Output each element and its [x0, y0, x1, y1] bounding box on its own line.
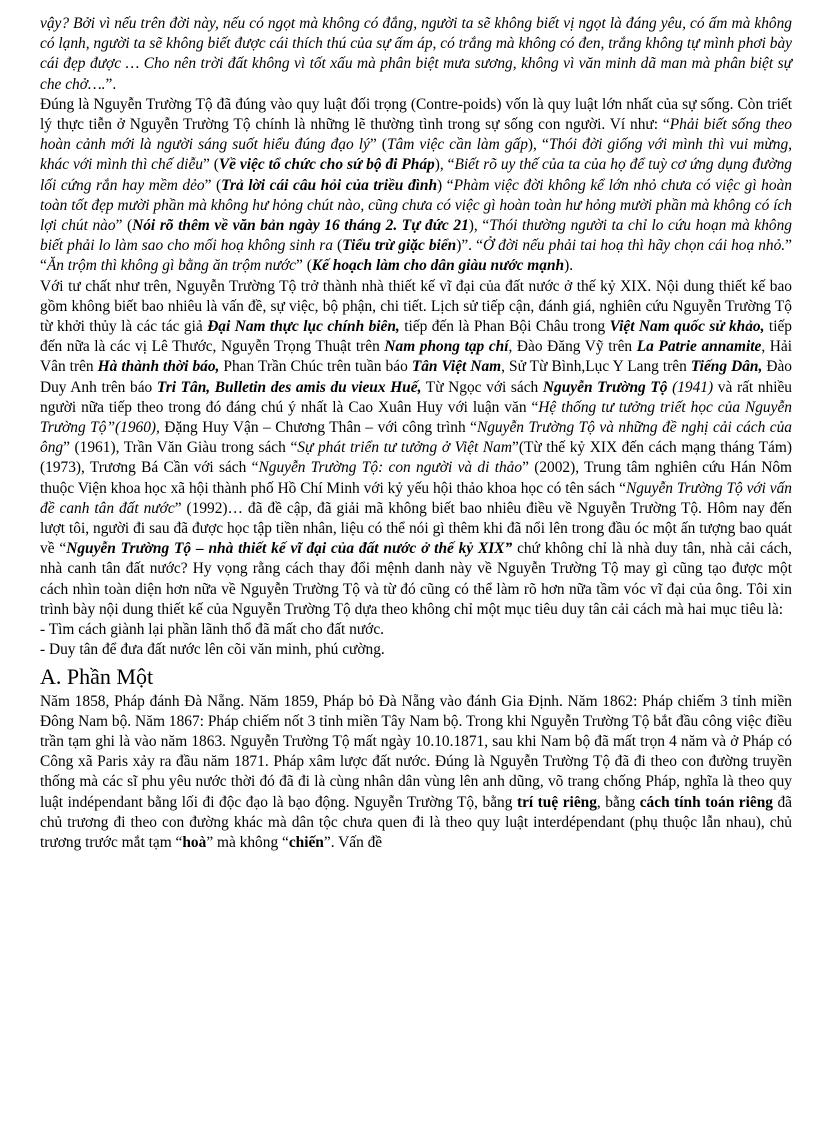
intro-quote-text: vậy? Bởi vì nếu trên đời này, nếu có ngọt mà không có đắng, người ta sẽ không biết vị ngọt là đáng yêu, có ấm mà không có lạnh, người ta sẽ không biết được cái thích thú của sự ấm áp, có trắng mà không có đen, trắng không tự mình phơi bày cái đẹp được … Cho nên trời đất không vì tốt xấu mà phân biệt mưa sương, không vì văn minh dã man mà phân biệt sự che chở….	[40, 15, 792, 93]
quote-text: Phàm việc đời không kể lớn nhỏ chưa có việc gì hoàn toàn tốt đẹp mười phần mà không hư hỏng chút nào, cũng chưa có việc gì hoàn toàn hư hỏng mười phần mà không có ích lợi chút nào	[40, 176, 792, 235]
work-title: Hệ thống tư tưởng triết học của Nguyễn Trường Tộ”(1960),	[40, 398, 792, 437]
emphasis: cách tính toán riêng	[639, 793, 773, 811]
quote-text: Ăn trộm thì không gì bằng ăn trộm nước	[46, 257, 297, 275]
text-run: ).	[564, 257, 574, 275]
text-run: đã chủ trương đi theo con đường khác mà dân tộc chưa quen đi là theo quy luật interdépendant (phụ thuộc lẫn nhau), chủ trương trước mắt tạm “	[40, 793, 793, 851]
text-run: ” (	[115, 217, 133, 235]
text-run: ), “	[527, 136, 549, 154]
text-run: và rất nhiều người nữa tiếp theo trong đó đáng chú ý nhất là Cao Xuân Huy với luận văn “	[40, 378, 793, 416]
text-run: tiếp đến nữa là các vị Lê Thước, Nguyễn Trọng Thuật trên	[40, 318, 792, 356]
quote-source: Nói rõ thêm về văn bản ngày 16 tháng 2. Tự đức 21	[132, 217, 469, 235]
text-run: chứ không chỉ là nhà duy tân, nhà cải cách, nhà canh tân đất nước? Hy vọng rằng cách thay đổi mệnh danh này về Nguyễn Trường Tộ may gì cũng tạo được một cách nhìn toàn diện hơn nữa về Nguyễn Trường Tộ và từ đó cũng có thể làm rõ hơn nữa tầm vóc vĩ đại của ông. Tôi xin trình bày nội dung thiết kế của Nguyễn Trường Tộ dựa theo không chỉ một mục tiêu duy tân cải cách mà hai mục tiêu là:	[40, 540, 793, 618]
work-title: Việt Nam quốc sử khảo,	[609, 318, 765, 336]
work-year: (1941)	[667, 378, 714, 396]
work-title: Tân Việt Nam	[411, 358, 502, 376]
text-run: ), “	[434, 156, 455, 174]
work-title: Sự phát triển tư tưởng ở Việt Nam	[297, 439, 512, 457]
text-run: ” (2002), Trung tâm nghiên cứu Hán Nôm thuộc Viện khoa học xã hội thành phố Hồ Chí Minh với kỷ yếu hội thảo khoa học có tên sách “	[40, 459, 792, 497]
text-run: ” (	[296, 257, 312, 275]
paragraph-historiography	[40, 277, 792, 620]
section-heading: A. Phần Một	[40, 663, 154, 689]
text-run: Năm 1858, Pháp đánh Đà Nẵng. Năm 1859, Pháp bỏ Đà Nẵng vào đánh Gia Định. Năm 1862: Pháp chiếm 3 tỉnh miền Đông Nam bộ. Năm 1867: Pháp chiếm nốt 3 tỉnh miền Tây Nam bộ. Trong khi Nguyễn Trường Tộ bắt đầu công việc điều trần tạm ghi là vào năm 1863. Nguyễn Trường Tộ mất ngày 10.10.1871, sau khi Nam bộ đã mất trọn 4 năm và ở Pháp có Công xã Paris xảy ra đầu năm 1871. Pháp xâm lược đất nước. Đúng là Nguyễn Trường Tộ đã đi theo con đường truyền thống mà các sĩ phu yêu nước thời đó đã đi là cùng nhân dân vùng lên anh dũng, võ trang chống Pháp, nghĩa là theo quy luật indépendant bằng lối đi độc đạo là bạo động. Nguyễn Trường Tộ, bằng	[40, 692, 792, 811]
quote-text: Phải biết sống theo hoàn cảnh mới là người sáng suốt hiểu đúng đạo lý	[40, 116, 792, 154]
quote-source: Kế hoạch làm cho dân giàu nước mạnh	[311, 257, 565, 275]
intro-quote-paragraph	[40, 14, 792, 95]
text-run: , Hải Vân trên	[40, 338, 793, 376]
text-run: , bằng	[596, 793, 640, 811]
text-run: ” “	[40, 237, 793, 275]
quote-text: Thói đời giống với mình thì vui mừng, khác với mình thì chế diễu	[40, 136, 792, 174]
paragraph-contre-poids	[40, 95, 792, 277]
text-run: Đào Duy Anh trên báo	[40, 358, 792, 396]
work-title: Nguyễn Trường Tộ – nhà thiết kế vĩ đại của đất nước ở thế kỷ XIX”	[66, 540, 513, 558]
text-run: (	[332, 237, 343, 255]
quote-source: Tiểu trừ giặc biển	[342, 237, 457, 255]
text-run: Phan Trần Chúc trên tuần báo	[219, 358, 412, 376]
work-title: Tiếng Dân,	[690, 358, 763, 376]
text-run: tiếp đến là Phan Bội Châu trong	[399, 318, 610, 336]
text-run: ” (1992)… đã đề cập, đã giải mã không biết bao nhiêu điều về Nguyễn Trường Tộ. Hôm nay đến lượt tôi, người đi sau đã được học tập tiền nhân, liệu có thể nói gì thêm khi đã nổi lên trong đầu óc một ấn tượng bao quát về “	[40, 499, 792, 558]
text-run: , Đào Đăng Vỹ trên	[508, 338, 637, 356]
text-run: ”. Vấn đề	[323, 833, 383, 851]
quote-text: Biết rõ uy thế của ta của họ để tuỳ cơ ứng dụng đường lối cứng rắn hay mềm dẻo	[40, 156, 792, 194]
text-run: ” (	[202, 156, 219, 174]
emphasis: chiến	[288, 833, 324, 851]
paragraph-history	[40, 692, 792, 854]
text-run: ) “	[437, 176, 454, 194]
document-page	[40, 14, 792, 853]
work-title: Nam phong tạp chí	[384, 338, 509, 356]
text-run: ” (	[369, 136, 387, 154]
work-title: Đại Nam thực lục chính biên,	[207, 318, 400, 336]
text-run: ”(Từ thế kỷ XIX đến cách mạng tháng Tám) (1973), Trương Bá Cần với sách “	[40, 439, 792, 477]
text-run: Đúng là Nguyễn Trường Tộ đã đúng vào quy luật đối trọng (Contre-poids) vốn là quy luật lớn nhất của sự sống. Còn triết lý thực tiễn ở Nguyễn Trường Tộ chính là những lẽ thường tình trong sự sống con người. Ví như: “	[40, 95, 792, 134]
quote-source: Trả lời cái câu hỏi của triều đình	[221, 176, 438, 194]
text-run: Với tư chất như trên, Nguyễn Trường Tộ trở thành nhà thiết kế vĩ đại của đất nước ở thế kỷ XIX. Nội dung thiết kế bao gồm không biết bao nhiêu là vấn đề, sự việc, bộ phận, chi tiết. Lịch sử tiếp cận, đánh giá, nghiên cứu Nguyễn Trường Tộ từ khởi thủy là các tác giả	[40, 277, 792, 336]
work-title: Nguyễn Trường Tộ	[542, 378, 668, 396]
goal-item: - Tìm cách giành lại phần lãnh thổ đã mất cho đất nước.	[40, 621, 384, 639]
text-run: Từ Ngọc với sách	[421, 378, 543, 396]
work-title: Nguyễn Trường Tộ với vấn đề canh tân đất nước	[40, 479, 793, 517]
quote-text: Thói thường người ta chỉ lo cứu hoạn mà không biết phải lo làm sao cho mối hoạ không sinh ra	[40, 217, 792, 255]
text-run: Đặng Huy Vận – Chương Thân – với công trình “	[159, 419, 477, 437]
text-run: ” (1961), Trần Văn Giàu trong sách “	[63, 439, 298, 457]
work-title: Nguyễn Trường Tộ và những đề nghị cải cách của ông	[40, 419, 792, 457]
work-title: Hà thành thời báo,	[97, 358, 220, 376]
text-run: ), “	[468, 217, 490, 235]
emphasis: trí tuệ riêng	[516, 793, 597, 811]
text-run: , Sử Từ Bình,Lục Y Lang trên	[501, 358, 691, 376]
work-title: La Patrie annamite	[636, 338, 762, 356]
text-run: )”. “	[456, 237, 483, 255]
work-title: Nguyễn Trường Tộ: con người và di thảo	[258, 459, 523, 477]
quote-source: Tâm việc cần làm gấp	[386, 136, 528, 154]
intro-quote-end: ”.	[105, 75, 117, 93]
goal-item: - Duy tân để đưa đất nước lên cõi văn minh, phú cường.	[40, 641, 385, 659]
text-run: ” mà không “	[206, 833, 289, 851]
quote-text: Ở đời nếu phải tai hoạ thì hãy chọn cái hoạ nhỏ.	[482, 237, 786, 255]
emphasis: hoà	[182, 833, 207, 851]
text-run: ” (	[204, 176, 222, 194]
quote-source: Về việc tổ chức cho sứ bộ đi Pháp	[218, 156, 435, 174]
work-title: Tri Tân, Bulletin des amis du vieux Huế,	[156, 378, 422, 396]
